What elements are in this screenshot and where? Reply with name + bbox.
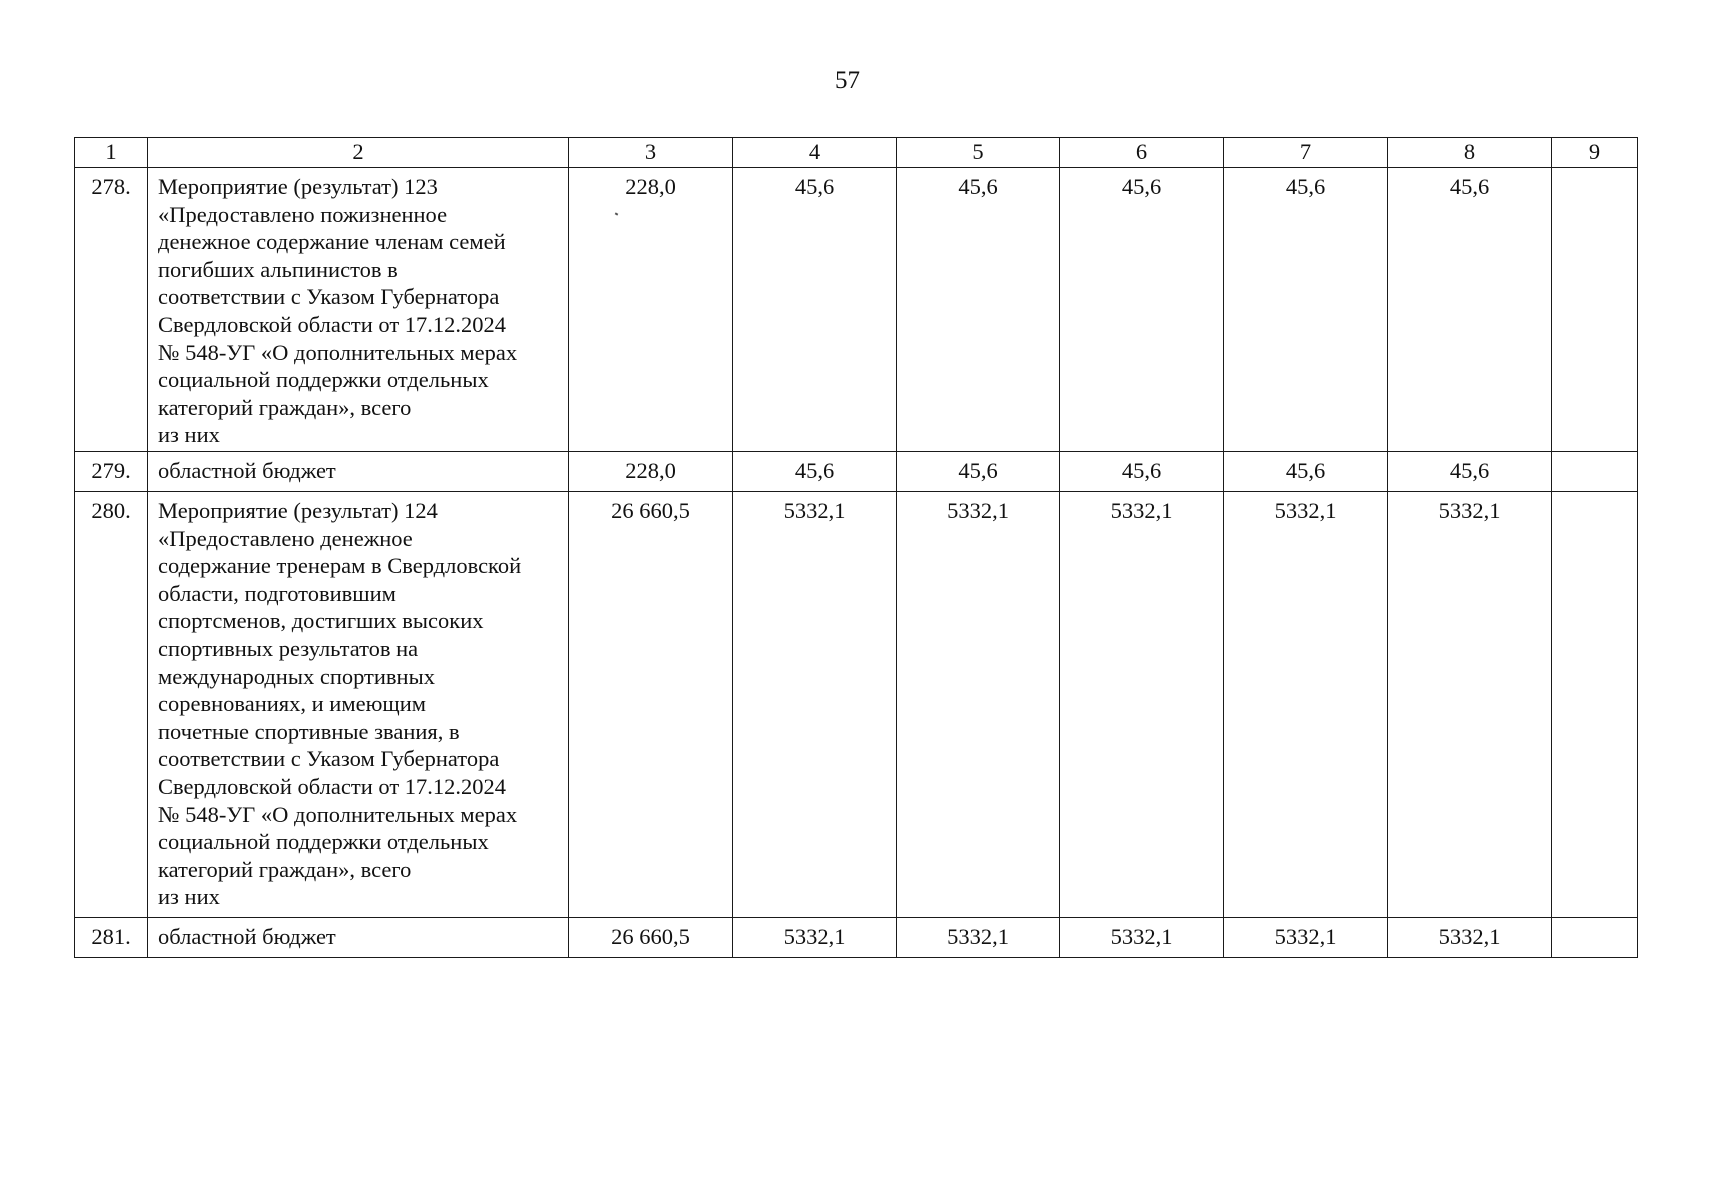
name-line: почетные спортивные звания, в <box>158 718 460 744</box>
table-row <box>75 168 1638 452</box>
value-cell: 5332,1 <box>1224 492 1388 918</box>
column-header: 9 <box>1552 138 1638 168</box>
name-line: «Предоставлено пожизненное <box>158 201 448 227</box>
name-line: погибших альпинистов в <box>158 256 398 282</box>
name-line: категорий граждан», всего <box>158 394 412 420</box>
value-cell: 228,0 <box>569 452 733 492</box>
column-header: 8 <box>1388 138 1552 168</box>
value-cell: 5332,1 <box>1060 492 1224 918</box>
row-name <box>148 492 569 918</box>
name-line: международных спортивных <box>158 663 435 689</box>
column-header: 7 <box>1224 138 1388 168</box>
value-cell: 26 660,5 <box>569 492 733 918</box>
name-line: спортивных результатов на <box>158 635 419 661</box>
row-number: 278. <box>75 168 148 452</box>
name-line: социальной поддержки отдельных <box>158 829 489 855</box>
name-line: области, подготовившим <box>158 580 396 606</box>
name-line: Мероприятие (результат) 123 <box>158 174 438 199</box>
column-header: 3 <box>569 138 733 168</box>
name-line: соответствии с Указом Губернатора <box>158 746 500 772</box>
name-line: «Предоставлено денежное <box>158 525 413 551</box>
name-line: спортсменов, достигших высоких <box>158 608 484 634</box>
value-cell: 45,6 <box>897 452 1060 492</box>
name-line: Мероприятие (результат) 124 <box>158 498 438 523</box>
row-number: 280. <box>75 492 148 918</box>
column-header: 6 <box>1060 138 1224 168</box>
value-cell: 5332,1 <box>1388 918 1552 958</box>
value-cell: 5332,1 <box>1060 918 1224 958</box>
budget-table <box>74 137 1638 958</box>
name-line: из них <box>158 884 220 910</box>
table-row <box>75 452 1638 492</box>
value-cell: 45,6 <box>1060 168 1224 452</box>
name-line: из них <box>158 422 220 448</box>
column-header: 1 <box>75 138 148 168</box>
name-line: категорий граждан», всего <box>158 856 412 882</box>
name-line: денежное содержание членам семей <box>158 229 506 255</box>
row-name <box>148 452 569 492</box>
value-cell: 26 660,5 <box>569 918 733 958</box>
column-header: 4 <box>733 138 897 168</box>
value-cell: 5332,1 <box>897 492 1060 918</box>
value-cell: 5332,1 <box>1388 492 1552 918</box>
value-cell: 45,6 <box>733 452 897 492</box>
value-cell: 228,0 <box>569 168 733 452</box>
name-line: № 548-УГ «О дополнительных мерах <box>158 339 518 365</box>
value-cell: 45,6 <box>1388 168 1552 452</box>
value-cell <box>1552 452 1638 492</box>
table-row <box>75 492 1638 918</box>
value-cell: 45,6 <box>733 168 897 452</box>
name-line: Свердловской области от 17.12.2024 <box>158 773 507 799</box>
value-cell: 5332,1 <box>897 918 1060 958</box>
row-name <box>148 168 569 452</box>
value-cell: 5332,1 <box>733 918 897 958</box>
value-cell <box>1552 918 1638 958</box>
row-number: 279. <box>75 452 148 492</box>
value-cell: 45,6 <box>1224 168 1388 452</box>
name-line: соревнованиях, и имеющим <box>158 691 426 717</box>
name-line: Свердловской области от 17.12.2024 <box>158 311 507 337</box>
name-line: областной бюджет <box>158 458 336 483</box>
page-number: 57 <box>835 67 860 94</box>
name-line: содержание тренерам в Свердловской <box>158 553 522 579</box>
table-header-row <box>75 138 1638 168</box>
column-header: 5 <box>897 138 1060 168</box>
value-cell: 5332,1 <box>733 492 897 918</box>
name-line: областной бюджет <box>158 924 336 949</box>
value-cell: 5332,1 <box>1224 918 1388 958</box>
value-cell: 45,6 <box>1224 452 1388 492</box>
name-line: № 548-УГ «О дополнительных мерах <box>158 801 518 827</box>
name-line: социальной поддержки отдельных <box>158 367 489 393</box>
value-cell: 45,6 <box>897 168 1060 452</box>
row-number: 281. <box>75 918 148 958</box>
table-row <box>75 918 1638 958</box>
column-header: 2 <box>148 138 569 168</box>
value-cell: 45,6 <box>1060 452 1224 492</box>
row-name <box>148 918 569 958</box>
value-cell: 45,6 <box>1388 452 1552 492</box>
value-cell <box>1552 168 1638 452</box>
value-cell <box>1552 492 1638 918</box>
name-line: соответствии с Указом Губернатора <box>158 284 500 310</box>
